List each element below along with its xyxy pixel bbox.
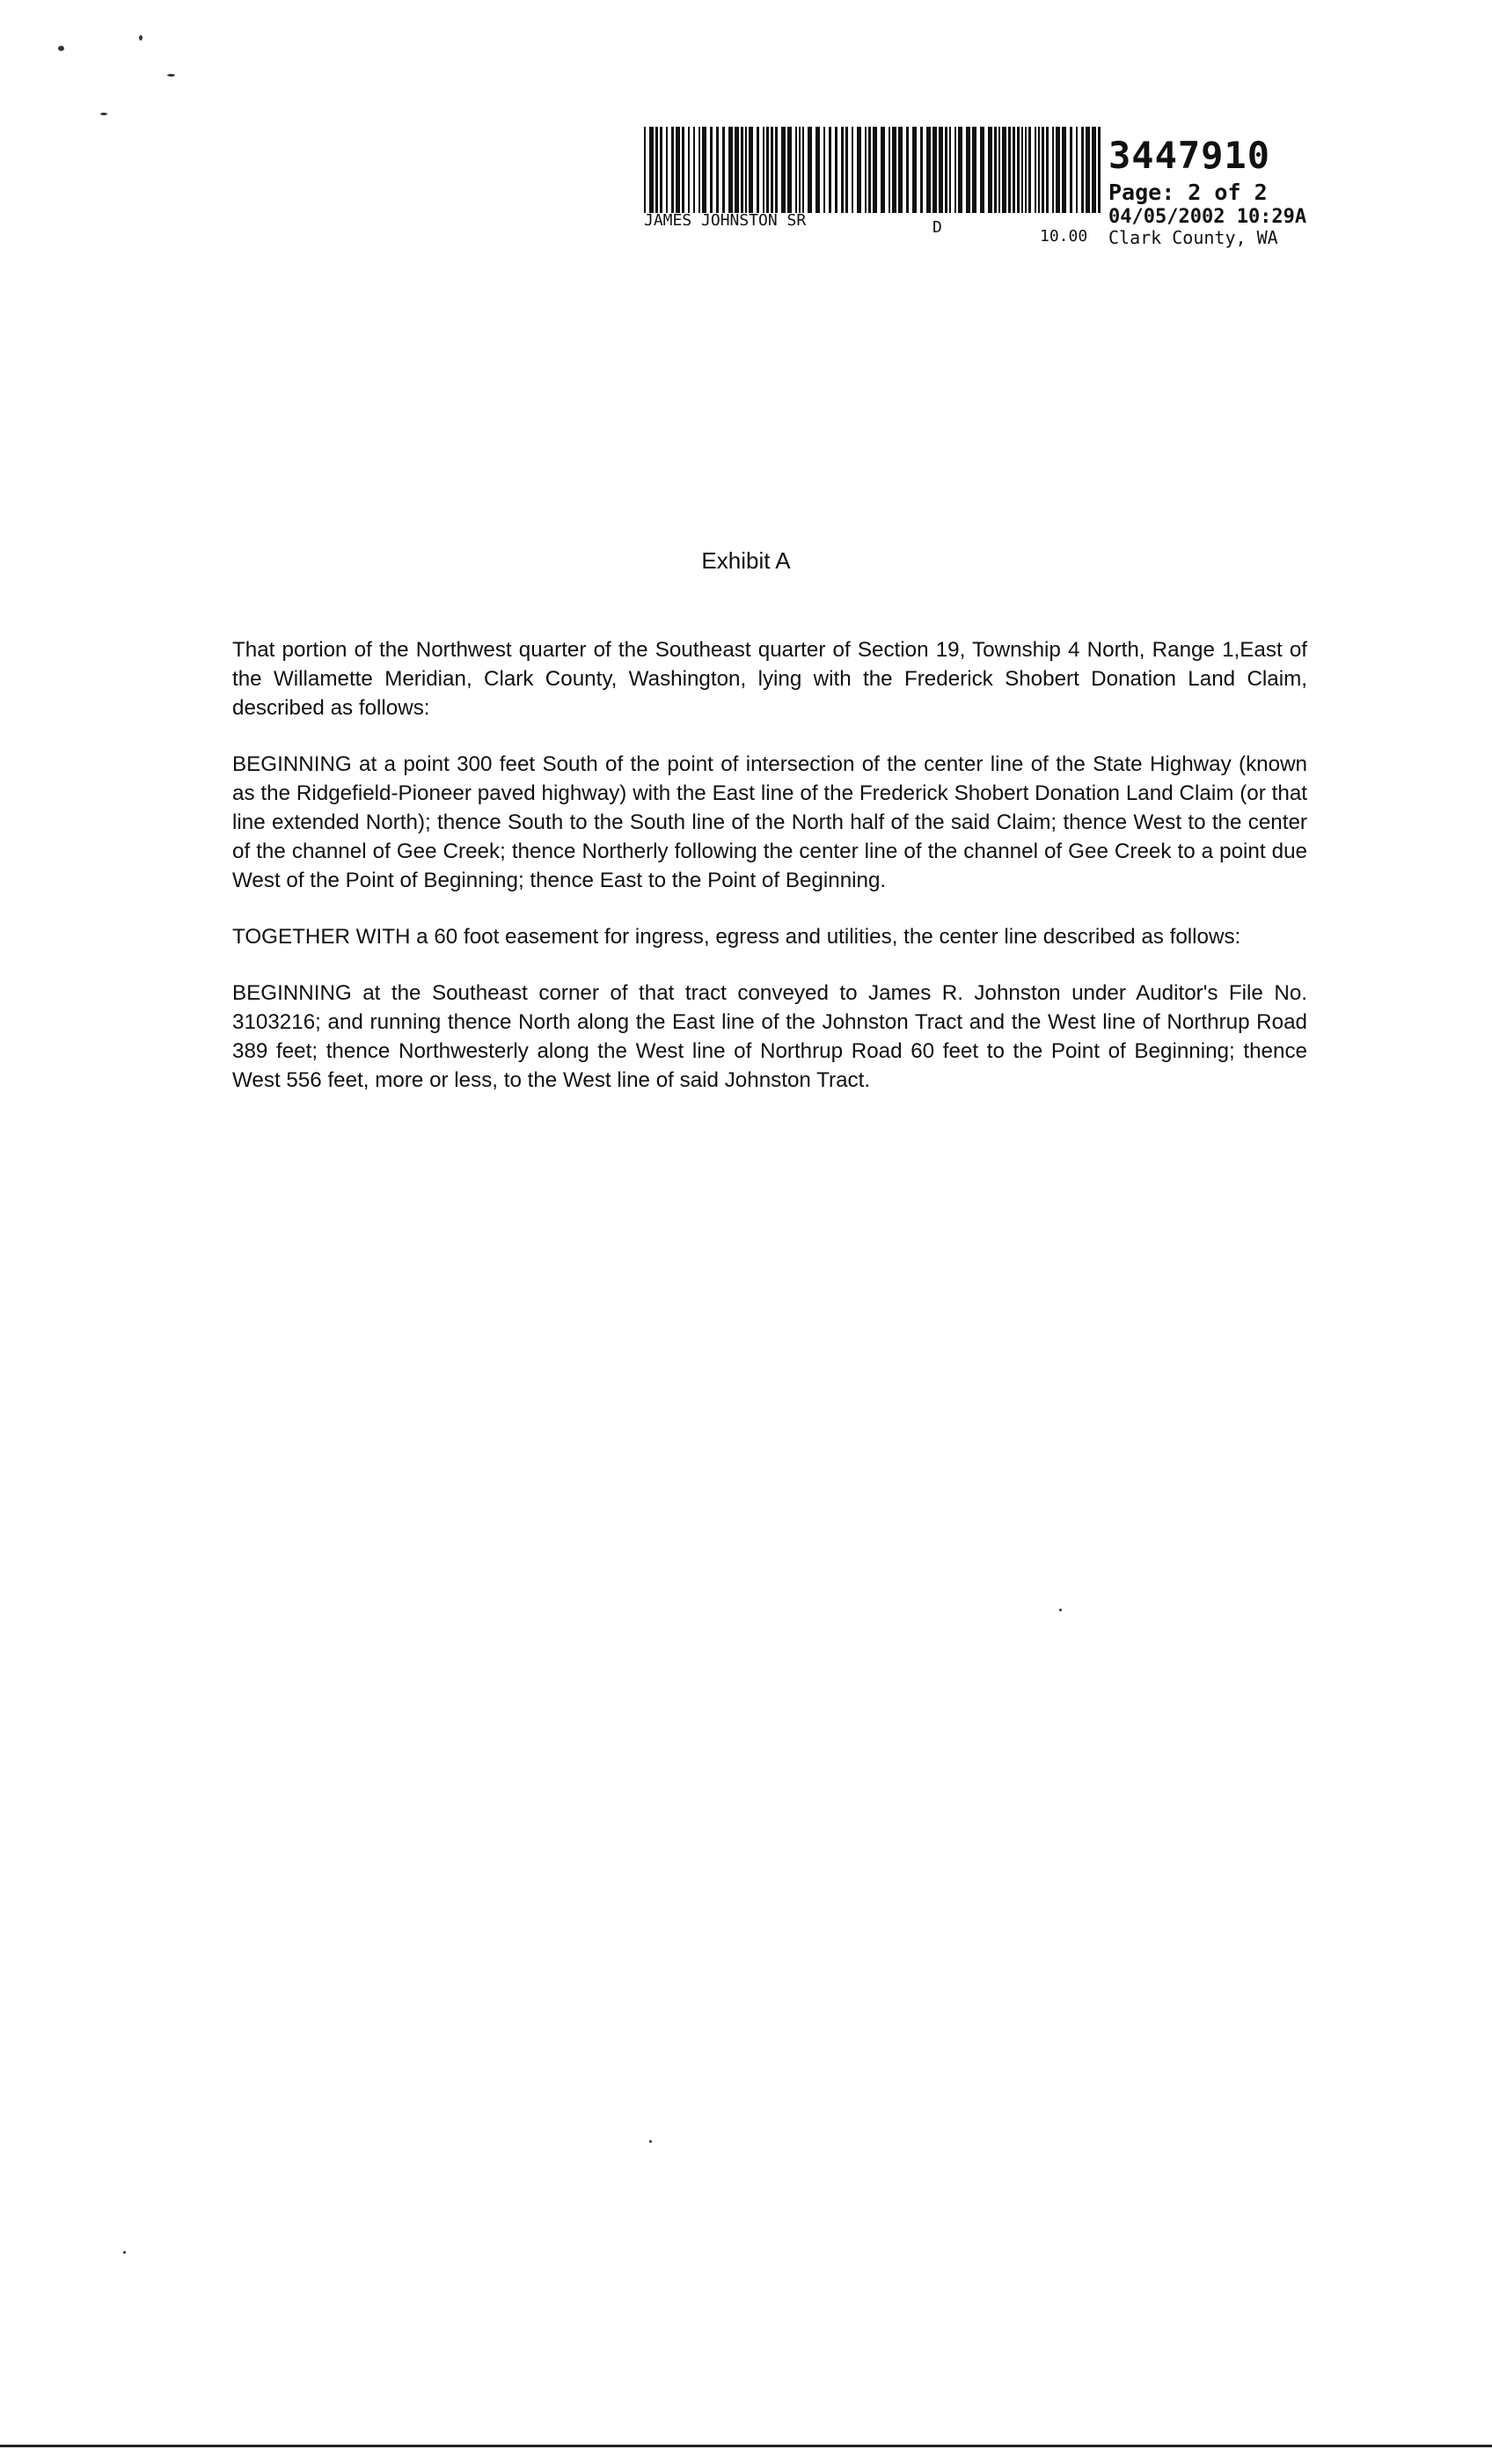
barcode-bar (1021, 127, 1023, 213)
document-type-code: D (933, 218, 942, 237)
barcode-bar (1062, 127, 1066, 213)
barcode-bar (1046, 127, 1049, 213)
barcode-bar (702, 127, 706, 213)
barcode-bar (998, 127, 1000, 213)
barcode-bar (892, 127, 896, 213)
barcode-bar (808, 127, 812, 213)
scan-speck (1059, 1609, 1062, 1611)
recording-datetime: 04/05/2002 10:29A (1108, 206, 1307, 228)
barcode-bar (660, 127, 662, 213)
document-number: 3447910 (1108, 134, 1271, 177)
barcode-bar (1028, 127, 1031, 213)
barcode-bar (1013, 127, 1015, 213)
barcode-bar (745, 127, 747, 213)
barcode-bar (728, 127, 733, 213)
barcode-bar (857, 127, 861, 213)
barcode-bar (835, 127, 837, 213)
barcode-bar (722, 127, 725, 213)
barcode-bar (799, 127, 801, 213)
barcode-bar (926, 127, 931, 213)
barcode-bar (1076, 127, 1078, 213)
barcode-bar (920, 127, 923, 213)
barcode-bar (1098, 127, 1101, 213)
recording-fee: 10.00 (1040, 227, 1088, 246)
barcode-bar (716, 127, 719, 213)
barcode-bar (757, 127, 759, 213)
barcode-bar (749, 127, 753, 213)
barcode-bar (868, 127, 871, 213)
barcode-bar (945, 127, 947, 213)
barcode-bar (698, 127, 700, 213)
barcode-bar (710, 127, 713, 213)
barcode-bar (1086, 127, 1090, 213)
barcode-bar (771, 127, 773, 213)
barcode-bar (906, 127, 909, 213)
barcode-bar (972, 127, 976, 213)
barcode-bar (1042, 127, 1044, 213)
barcode-bar (766, 127, 769, 213)
barcode-bar (1092, 127, 1096, 213)
exhibit-title: Exhibit A (701, 547, 791, 574)
scan-speck (167, 74, 175, 77)
barcode-bar (775, 127, 778, 213)
barcode-bar (1017, 127, 1020, 213)
barcode-bar (958, 127, 962, 213)
recording-county: Clark County, WA (1108, 227, 1278, 248)
barcode-bar (1070, 127, 1072, 213)
barcode-bar (994, 127, 997, 213)
barcode-bar (898, 127, 903, 213)
legal-paragraph-easement-centerline: BEGINNING at the Southeast corner of that tract conveyed to James R. Johnston under Auditor's File No. 3103216; and running thence North along the East line of the Johnston Tract and the West line of Northrup Road 389 feet; thence Northwesterly along the West line of Northrup Road 60 feet to the Point of Beginning; thence West 556 feet, more or less, to the West line of said Johnston Tract. (232, 981, 1307, 1092)
recording-stamp (640, 123, 1327, 264)
legal-paragraph-easement: TOGETHER WITH a 60 foot easement for ingress, egress and utilities, the center line described as follows: (232, 925, 1241, 949)
barcode-bar (693, 127, 695, 213)
barcode-bar (912, 127, 917, 213)
barcode-bar (954, 127, 956, 213)
barcode-bar (1008, 127, 1011, 213)
barcode-bar (671, 127, 674, 213)
barcode-bar (688, 127, 690, 213)
barcode-bar (815, 127, 820, 213)
barcode-bar (889, 127, 890, 213)
barcode-bar (649, 127, 654, 213)
barcode-bar (795, 127, 797, 213)
barcode-bar (949, 127, 951, 213)
barcode-bar (682, 127, 684, 213)
barcode-bar (741, 127, 743, 213)
page-bottom-rule (0, 2445, 1492, 2447)
barcode-bar (980, 127, 984, 213)
barcode-bar (939, 127, 943, 213)
scan-speck (58, 46, 64, 51)
scan-speck (100, 113, 107, 115)
barcode-bar (841, 127, 844, 213)
barcode-bar (881, 127, 885, 213)
barcode-bar (1025, 127, 1027, 213)
scan-speck (649, 2140, 652, 2143)
barcode-bar (666, 127, 668, 213)
legal-description (232, 635, 1307, 1122)
grantor-name: JAMES JOHNSTON SR (644, 211, 807, 230)
barcode-bar (676, 127, 680, 213)
barcode-bar (1056, 127, 1060, 213)
barcode-bar (644, 127, 646, 213)
barcode-bar (865, 127, 867, 213)
barcode-bar (1081, 127, 1084, 213)
barcode-bar (933, 127, 937, 213)
barcode (644, 127, 1101, 213)
barcode-bar (763, 127, 764, 213)
barcode-bar (829, 127, 831, 213)
page-indicator: Page: 2 of 2 (1108, 180, 1268, 205)
barcode-bar (781, 127, 786, 213)
barcode-bar (735, 127, 739, 213)
barcode-bar (873, 127, 877, 213)
barcode-bar (966, 127, 970, 213)
barcode-bar (655, 127, 658, 213)
barcode-bar (852, 127, 853, 213)
barcode-bar (1052, 127, 1054, 213)
legal-paragraph-beginning: BEGINNING at a point 300 feet South of the point of intersection of the center line of the State Highway (known as the Ridgefield-Pioneer paved highway) with the East line of the Frederick Shobert Donation Land Claim (or that line extended North); thence South to the South line of the North half of the said Claim; thence West to the center of the channel of Gee Creek; thence Northerly following the center line of the channel of Gee Creek to a point due West of the Point of Beginning; thence East to the Point of Beginning. (232, 752, 1307, 892)
barcode-bar (845, 127, 848, 213)
barcode-bar (1035, 127, 1036, 213)
barcode-bar (787, 127, 792, 213)
scan-speck (123, 2251, 126, 2254)
barcode-bar (988, 127, 992, 213)
scan-speck (139, 35, 143, 40)
legal-paragraph-parcel: That portion of the Northwest quarter of the Southeast quarter of Section 19, Township 4 North, Range 1,East of the Willamette Meridian, Clark County, Washington, lying with the Frederick Shobert Donation Land Claim, described as follows: (232, 638, 1307, 720)
barcode-bar (1002, 127, 1006, 213)
barcode-bar (823, 127, 825, 213)
barcode-bar (802, 127, 804, 213)
barcode-bar (1038, 127, 1040, 213)
